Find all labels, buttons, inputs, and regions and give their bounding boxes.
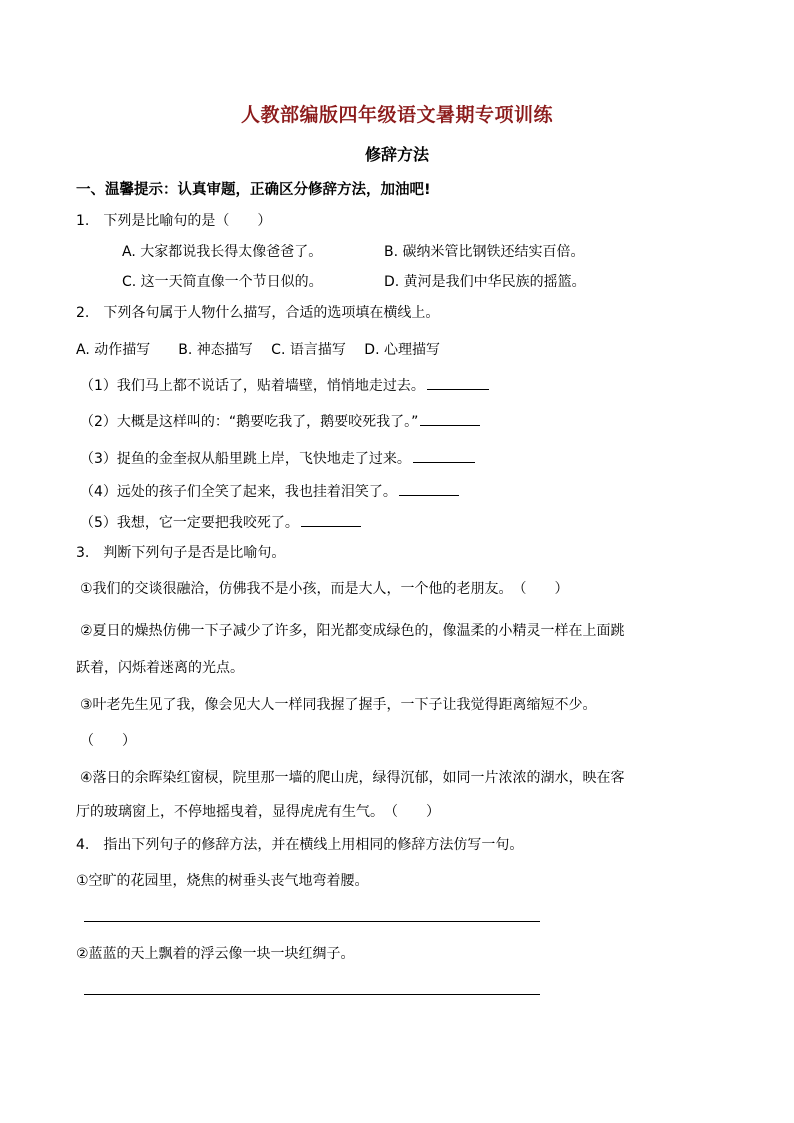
q2-item-text: （4）远处的孩子们全笑了起来，我也挂着泪笑了。 xyxy=(80,484,397,500)
answer-line[interactable] xyxy=(84,921,540,922)
q2-item-text: （1）我们马上都不说话了，贴着墙壁，悄悄地走过去。 xyxy=(80,378,425,394)
answer-blank[interactable] xyxy=(420,411,480,426)
q2-item xyxy=(80,411,480,431)
q4-sentence-1: ①空旷的花园里，烧焦的树垂头丧气地弯着腰。 xyxy=(76,873,369,889)
q1-option-b: B. 碳纳米管比钢铁还结实百倍。 xyxy=(384,244,585,260)
worksheet-subtitle: 修辞方法 xyxy=(364,145,429,164)
q2-stem: 2. 下列各句属于人物什么描写，合适的选项填在横线上。 xyxy=(76,305,440,321)
q1-option-d: D. 黄河是我们中华民族的摇篮。 xyxy=(384,274,586,290)
q2-item xyxy=(80,448,475,468)
q2-item xyxy=(80,375,489,395)
q1-option-a: A. 大家都说我长得太像爸爸了。 xyxy=(122,244,323,260)
answer-line[interactable] xyxy=(84,994,540,995)
q3-stem: 3. 判断下列句子是否是比喻句。 xyxy=(76,545,286,561)
q2-item-text: （5）我想，它一定要把我咬死了。 xyxy=(80,515,299,531)
q2-item xyxy=(80,481,459,501)
q2-item xyxy=(80,512,361,532)
q1-option-c: C. 这一天简直像一个节日似的。 xyxy=(122,274,323,290)
q3-sentence-1: ①我们的交谈很融洽，仿佛我不是小孩，而是大人，一个他的老朋友。 （ ） xyxy=(80,581,569,597)
answer-blank[interactable] xyxy=(399,481,459,496)
q1-stem: 1. 下列是比喻句的是（ ） xyxy=(76,213,272,229)
q3-sentence-4-cont: 厅的玻璃窗上，不停地摇曳着，显得虎虎有生气。 （ ） xyxy=(76,804,440,820)
q3-sentence-2-cont: 跃着，闪烁着迷离的光点。 xyxy=(76,660,244,676)
answer-blank[interactable] xyxy=(413,448,475,463)
q2-options: A. 动作描写 B. 神态描写 C. 语言描写 D. 心理描写 xyxy=(76,342,440,358)
q3-sentence-4: ④落日的余晖染红窗棂，院里那一墙的爬山虎，绿得沉郁，如同一片浓浓的湖水，映在客 xyxy=(80,770,625,786)
answer-blank[interactable] xyxy=(301,512,361,527)
q2-item-text: （2）大概是这样叫的：“鹅要吃我了，鹅要咬死我了。” xyxy=(80,414,419,430)
q3-sentence-3: ③叶老先生见了我，像会见大人一样同我握了握手，一下子让我觉得距离缩短不少。 xyxy=(80,697,597,713)
q3-sentence-3-blank: （ ） xyxy=(80,733,136,749)
q4-stem: 4. 指出下列句子的修辞方法，并在横线上用相同的修辞方法仿写一句。 xyxy=(76,837,524,853)
worksheet-title: 人教部编版四年级语文暑期专项训练 xyxy=(240,104,553,126)
section-heading: 一、温馨提示：认真审题，正确区分修辞方法，加油吧! xyxy=(76,182,431,198)
q4-sentence-2: ②蓝蓝的天上飘着的浮云像一块一块红绸子。 xyxy=(76,946,355,962)
answer-blank[interactable] xyxy=(427,375,489,390)
q3-sentence-2: ②夏日的燥热仿佛一下子减少了许多，阳光都变成绿色的，像温柔的小精灵一样在上面跳 xyxy=(80,623,625,639)
q2-item-text: （3）捉鱼的金奎叔从船里跳上岸，飞快地走了过来。 xyxy=(80,451,411,467)
